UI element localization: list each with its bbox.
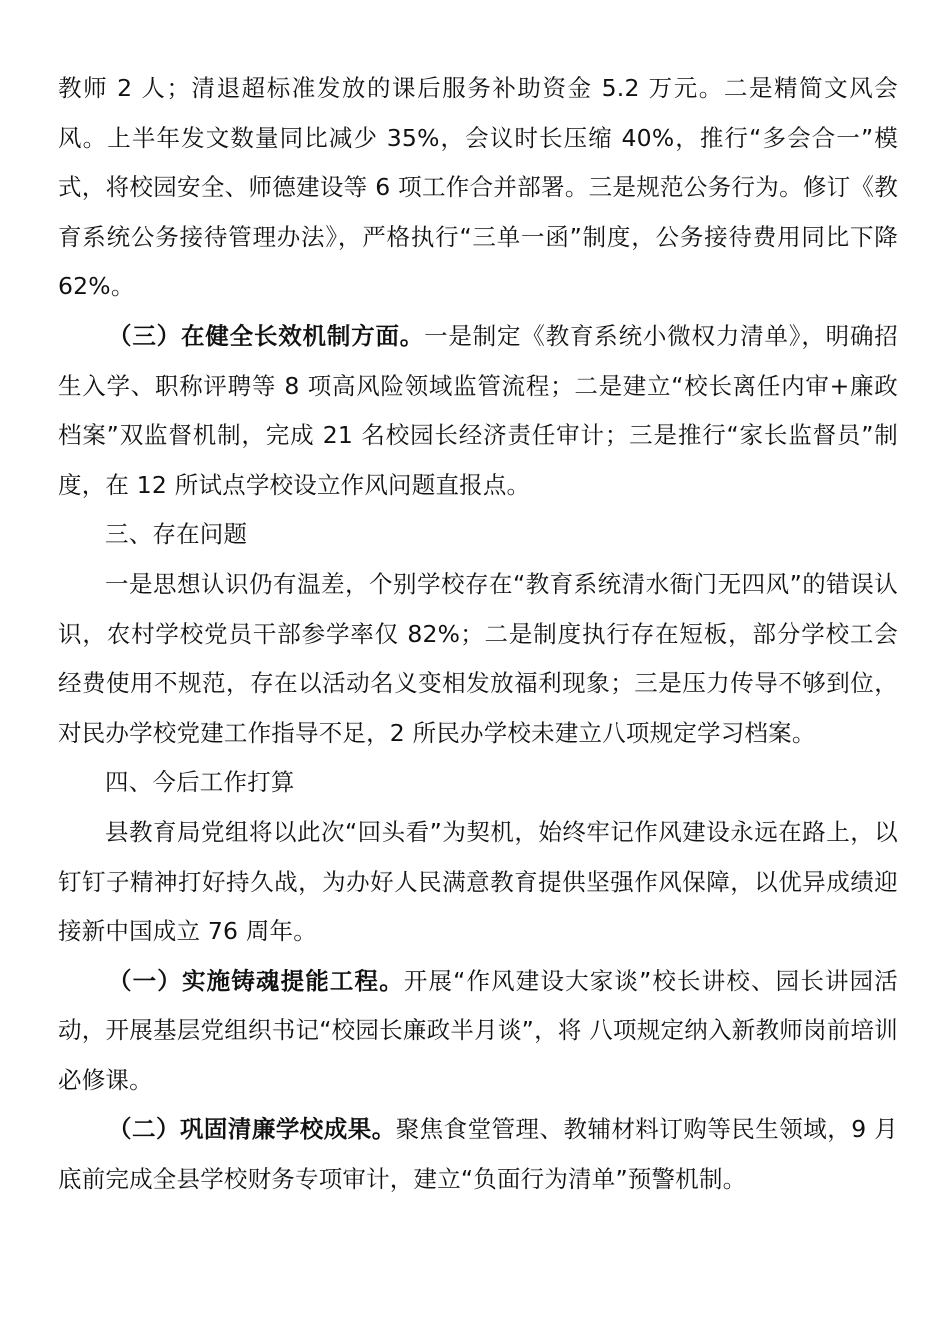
document-page (58, 64, 898, 1205)
section-title-future-plans: 四、今后工作打算 (105, 768, 295, 797)
text-clean-schools: 聚焦食堂管理、教辅材料订购等民生领域，9 月底前完成全县学校财务专项审计，建立“负面行为清单”预警机制。 (58, 1115, 898, 1194)
paragraph-problems: 一是思想认识仍有温差，个别学校存在“教育系统清水衙门无四风”的错误认识，农村学校党员干部参学率仅 82%；二是制度执行存在短板，部分学校工会经费使用不规范，存在以活动名义变相发放福利现象；三是压力传导不够到位，对民办学校党建工作指导不足，2 所民办学校未建立八项规定学习档案。 (58, 569, 898, 747)
paragraph-long-term-mechanism (58, 312, 898, 510)
section-title-problems: 三、存在问题 (105, 520, 248, 549)
text-soul-casting: 开展“作风建设大家谈”校长讲校、园长讲园活动，开展基层党组织书记“校园长廉政半月谈”，将 八项规定纳入新教师岗前培训必修课。 (58, 966, 898, 1094)
paragraph-clean-schools (58, 1105, 898, 1204)
subheading-soul-casting: （一）实施铸魂提能工程。 (108, 966, 404, 995)
paragraph-future-plans: 县教育局党组将以此次“回头看”为契机，始终牢记作风建设永远在路上，以钉钉子精神打好持久战，为办好人民满意教育提供坚强作风保障，以优异成绩迎接新中国成立 76 周年。 (58, 817, 898, 946)
paragraph-soul-casting (58, 957, 898, 1106)
subheading-long-term-mechanism: （三）在健全长效机制方面。 (108, 321, 425, 350)
paragraph-work-style: 教师 2 人；清退超标准发放的课后服务补助资金 5.2 万元。二是精简文风会风。上半年发文数量同比减少 35%，会议时长压缩 40%，推行“多会合一”模式，将校园安全、师德建设等 6 项工作合并部署。三是规范公务行为。修订《教育系统公务接待管理办法》，严格执行“三单一函”制度，公务接待费用同比下降 62%。 (58, 74, 898, 301)
subheading-clean-schools: （二）巩固清廉学校成果。 (108, 1115, 396, 1144)
text-long-term-mechanism: 一是制定《教育系统小微权力清单》，明确招生入学、职称评聘等 8 项高风险领域监管流程；二是建立“校长离任内审+廉政档案”双监督机制，完成 21 名校园长经济责任审计；三是推行“家长监督员”制度，在 12 所试点学校设立作风问题直报点。 (58, 321, 899, 499)
